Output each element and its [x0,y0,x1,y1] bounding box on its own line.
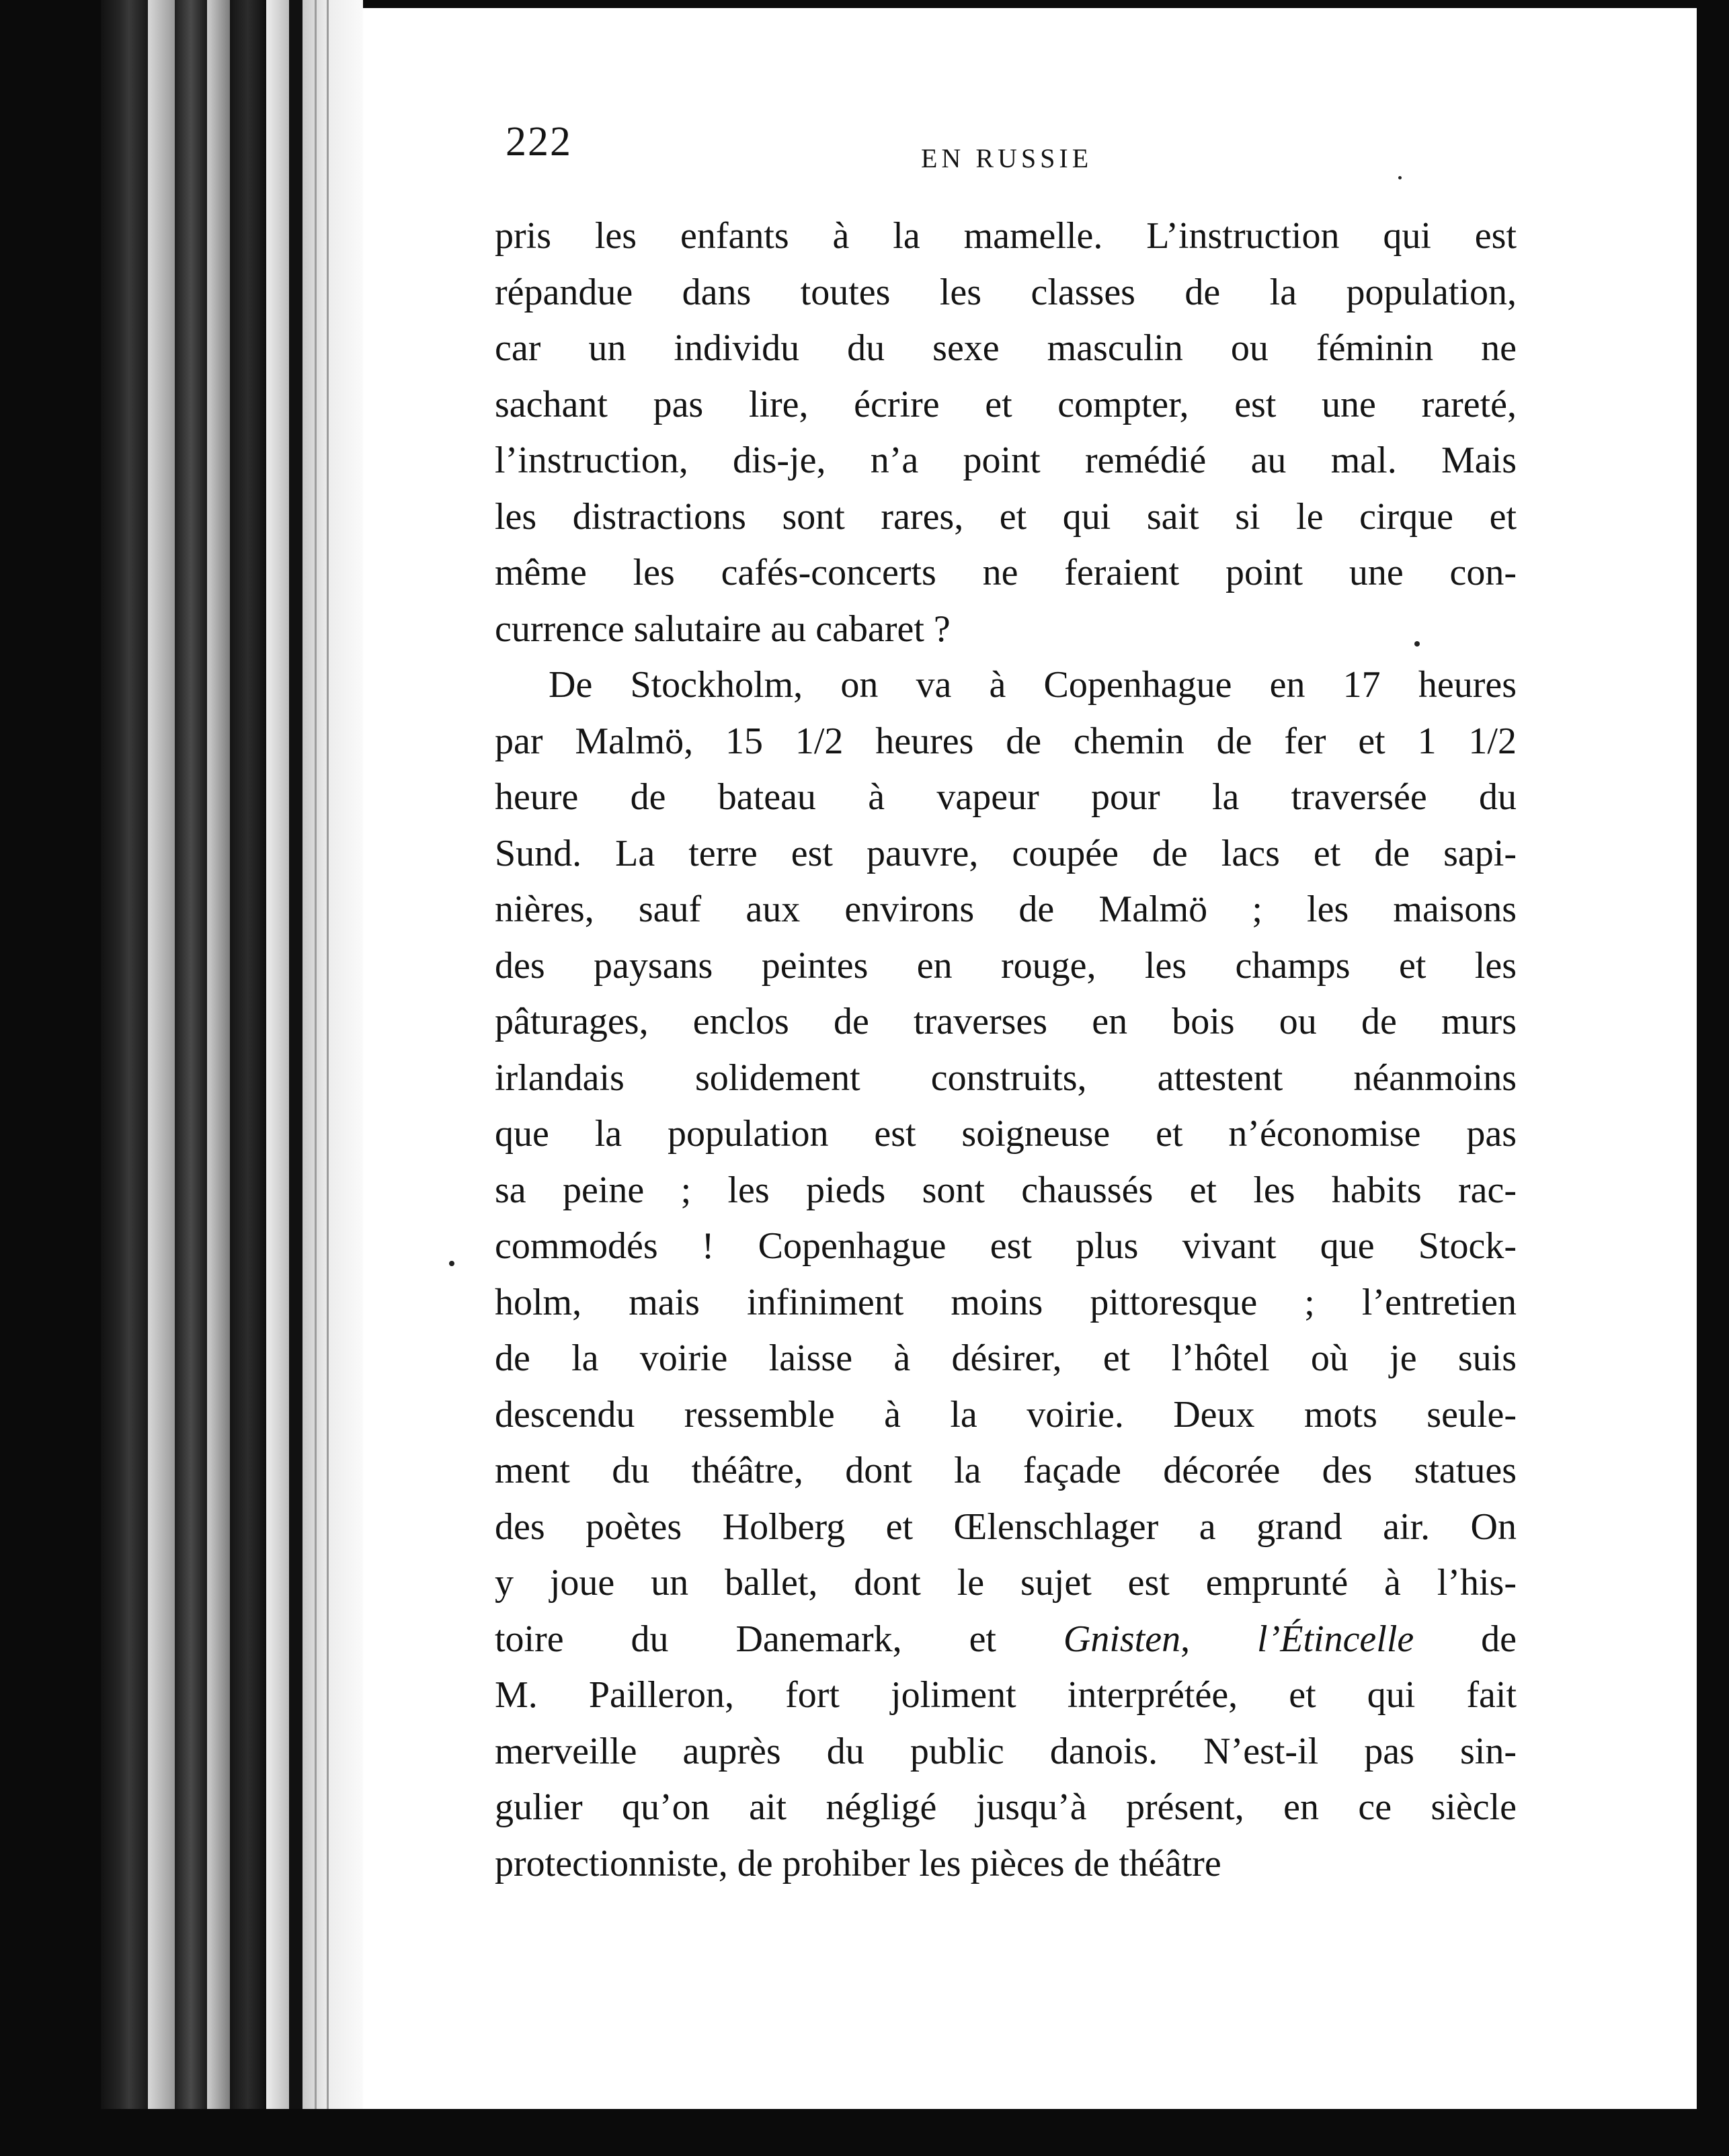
text-line: commodés ! Copenhague est plus vivant que Stock- [495,1225,1517,1267]
text-line: que la population est soigneuse et n’économise pas [495,1113,1517,1155]
text-line: gulier qu’on ait négligé jusqu’à présent, en ce siècle [495,1786,1517,1828]
text-line: ment du théâtre, dont la façade décorée des statues [495,1450,1517,1491]
text-span: toire du Danemark, et [495,1618,1063,1660]
book-edge [175,0,207,2109]
gutter-line [327,0,329,2109]
page-number: 222 [506,119,572,165]
text-line: irlandais solidement construits, attestent néanmoins [495,1056,1517,1099]
scan-border-right [1697,0,1729,2156]
text-line: répandue dans toutes les classes de la population, [495,271,1517,313]
text-line: nières, sauf aux environs de Malmö ; les maisons [495,888,1517,930]
ink-speck [1398,176,1402,179]
text-span: de [1414,1618,1517,1660]
running-head: EN RUSSIE [921,143,1093,173]
text-line: de la voirie laisse à désirer, et l’hôtel où je suis [495,1337,1517,1379]
text-line: holm, mais infiniment moins pittoresque ; l’entretien [495,1281,1517,1323]
scan-border-left [0,0,101,2156]
text-line: pris les enfants à la mamelle. L’instruction qui est [495,215,1517,257]
text-line: M. Pailleron, fort joliment interprétée, et qui fait [495,1674,1517,1716]
text-line: même les cafés-concerts ne feraient point une con- [495,552,1517,593]
text-line: car un individu du sexe masculin ou féminin ne [495,327,1517,369]
text-line: sa peine ; les pieds sont chaussés et les habits rac- [495,1169,1517,1211]
text-line: des paysans peintes en rouge, les champs et les [495,944,1517,987]
book-edge [101,0,148,2109]
page-gutter [303,0,363,2109]
book-edge [207,0,230,2109]
book-edge [148,0,175,2109]
scan-border-bottom [0,2109,1729,2156]
text-line: De Stockholm, on va à Copenhague en 17 heures [549,664,1517,706]
text-line: pâturages, enclos de traverses en bois ou de murs [495,1001,1517,1042]
text-line [495,1612,1517,1668]
text-line: protectionniste, de prohiber les pièces de théâtre [495,1842,1221,1884]
book-edge [289,0,303,2109]
text-line: merveille auprès du public danois. N’est-il pas sin- [495,1730,1517,1772]
text-line: y joue un ballet, dont le sujet est emprunté à l’his- [495,1562,1517,1604]
italic-title: l’Étincelle [1257,1618,1414,1660]
text-span: , [1180,1618,1258,1660]
text-line: des poètes Holberg et Œlenschlager a grand air. On [495,1505,1517,1548]
text-line: heure de bateau à vapeur pour la traversée du [495,776,1517,818]
text-line: descendu ressemble à la voirie. Deux mots seule- [495,1393,1517,1436]
italic-title: Gnisten [1063,1618,1181,1660]
text-line: par Malmö, 15 1/2 heures de chemin de fer et 1 1/2 [495,720,1517,762]
text-line: currence salutaire au cabaret ? [495,608,951,650]
text-line: l’instruction, dis-je, n’a point remédié au mal. Mais [495,440,1517,481]
text-line: les distractions sont rares, et qui sait si le cirque et [495,495,1517,538]
text-line: sachant pas lire, écrire et compter, est une rareté, [495,383,1517,425]
ink-speck [449,1261,454,1266]
gutter-line [315,0,317,2109]
body-text [495,208,1517,1892]
book-edge [266,0,289,2109]
book-edge [230,0,266,2109]
text-line: Sund. La terre est pauvre, coupée de lacs et de sapi- [495,832,1517,874]
